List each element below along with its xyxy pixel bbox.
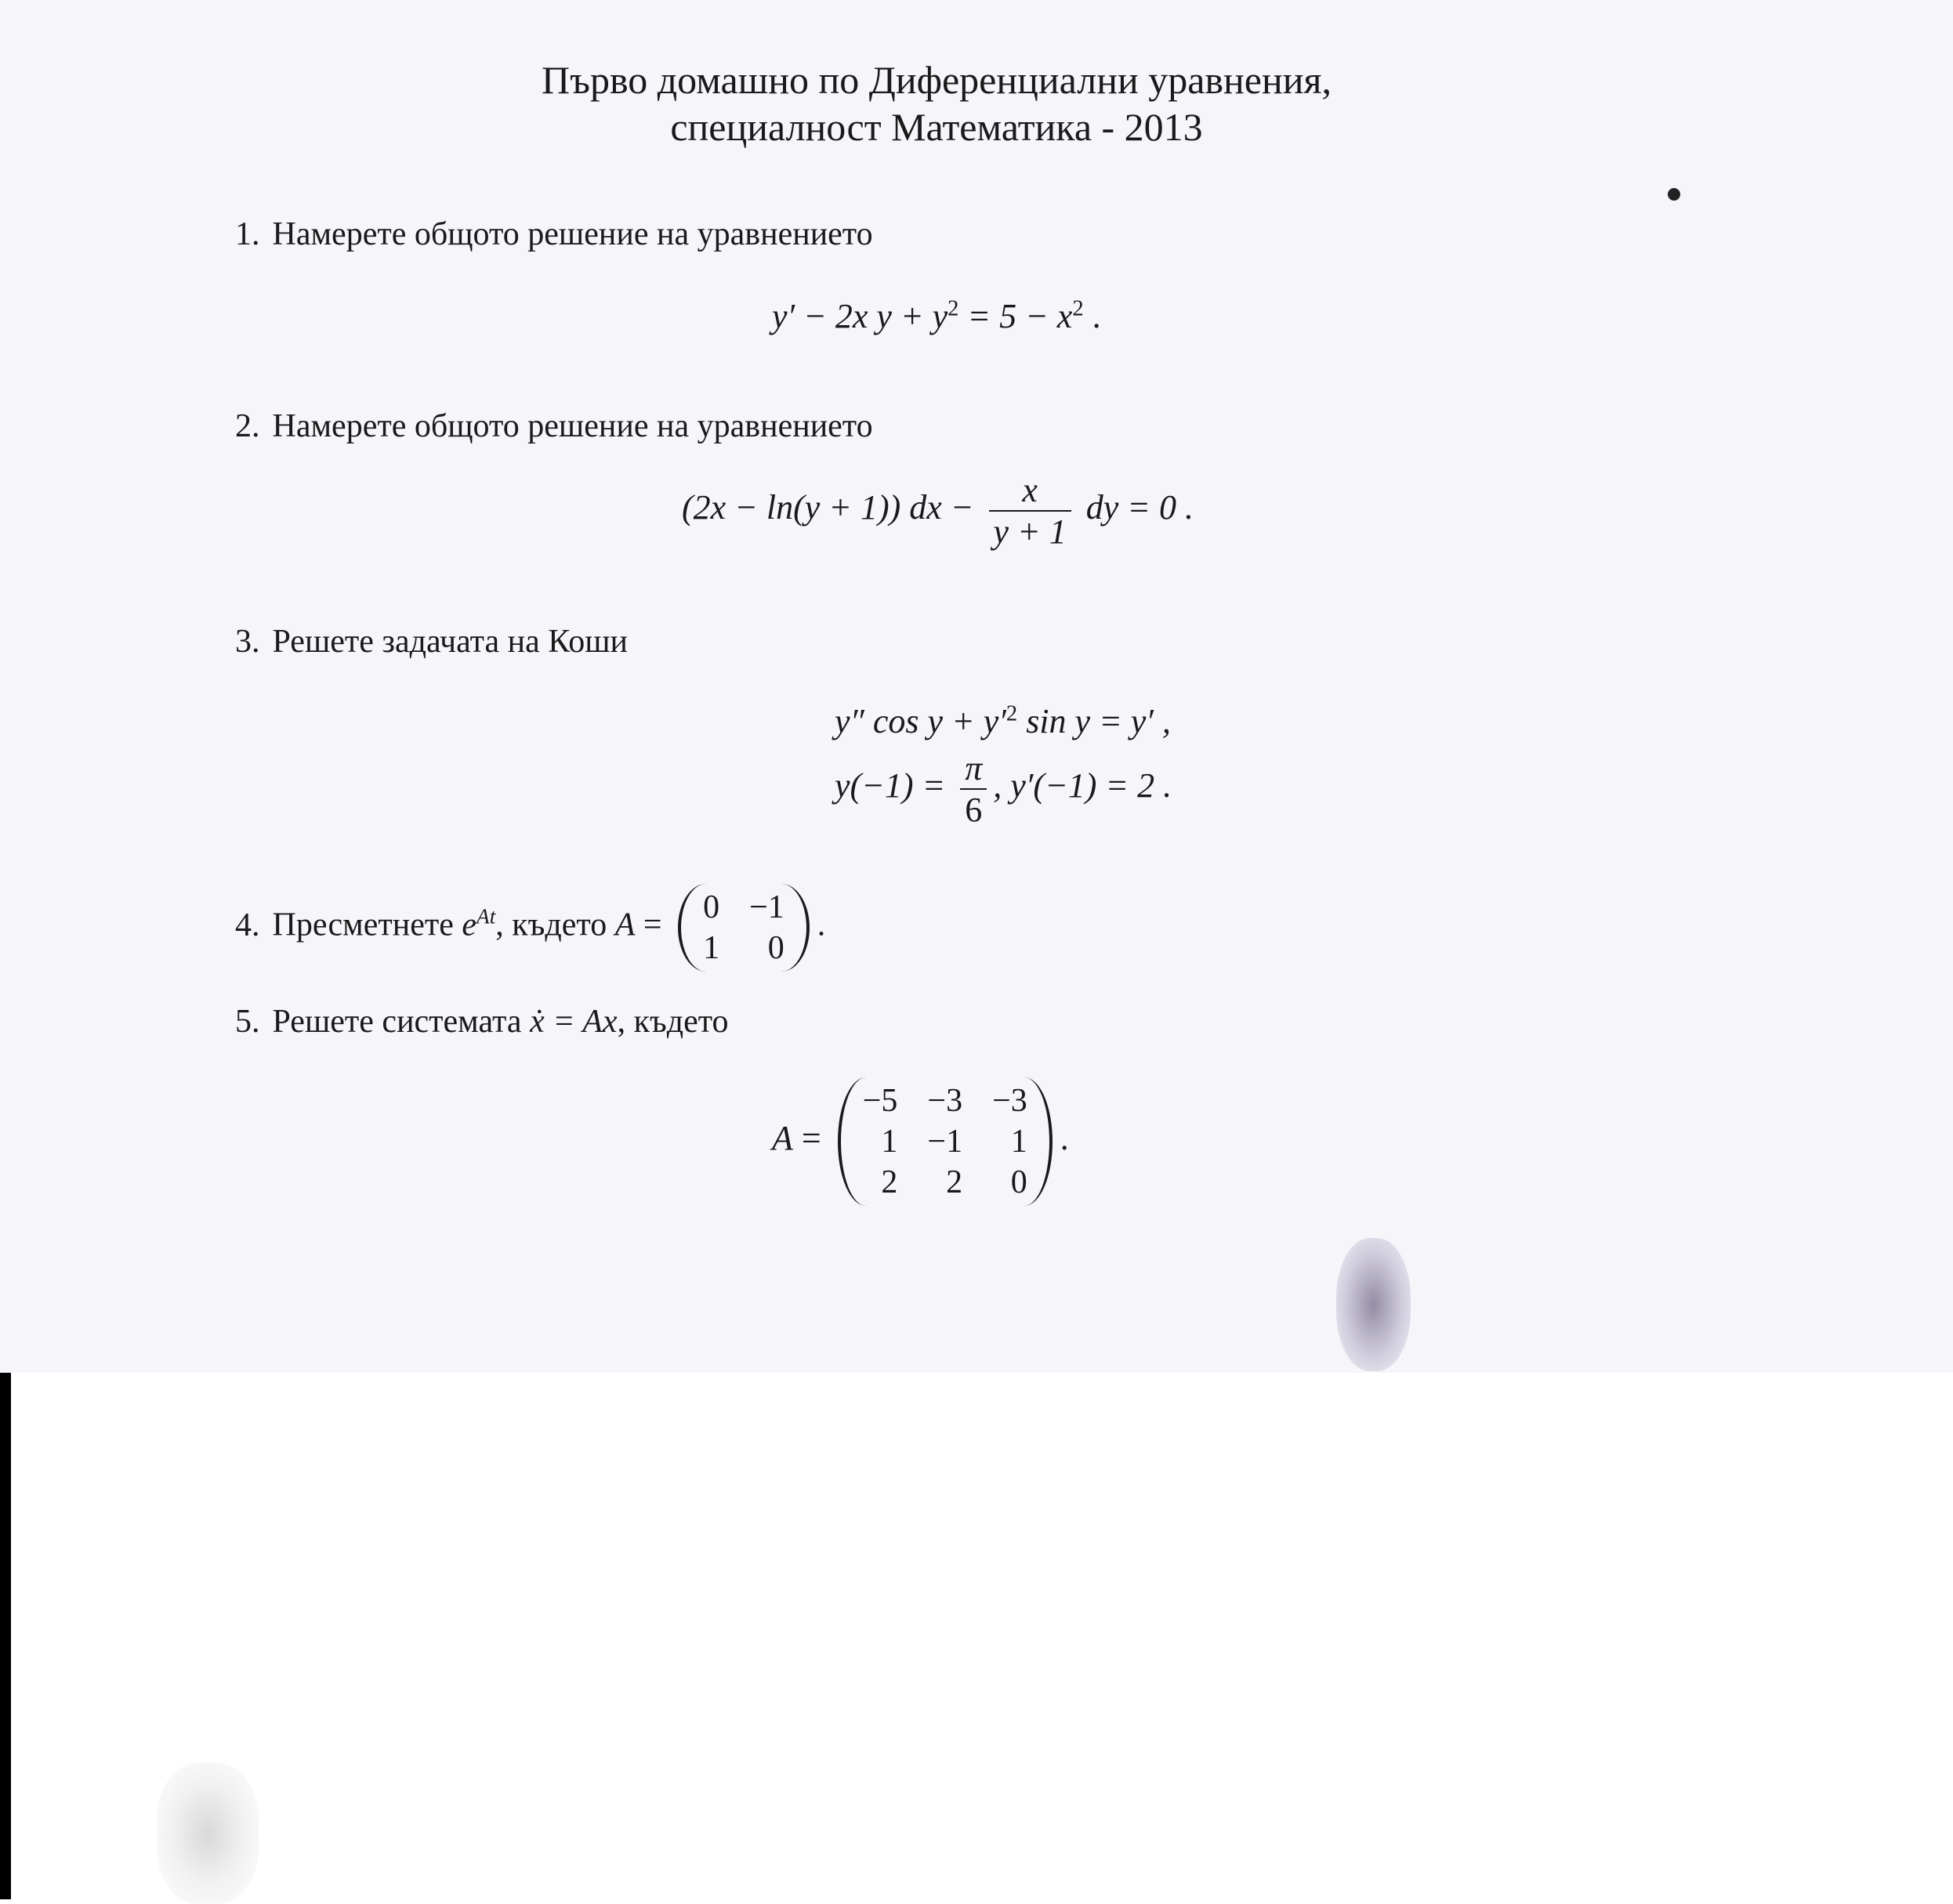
denominator-text: y + 1 [993,512,1067,551]
equals-sign: = [643,907,662,943]
matrix-cell: 1 [703,930,720,966]
matrix-cell: −1 [749,889,784,925]
matrix-cell: 2 [881,1164,898,1200]
numerator-text: π [965,749,983,787]
matrix-cell: 0 [703,889,720,925]
ink-dot [1668,188,1680,201]
matrix-2x2 [678,884,810,972]
formula-exponent: 2 [1072,296,1084,321]
task-3 [235,623,628,661]
title-line-2: специалност Математика - 2013 [670,105,1203,149]
task-number: 3. [235,624,260,660]
matrix-variable: A [614,907,636,943]
document-title [408,56,1466,150]
numerator-text: x [1022,471,1038,509]
task-text: Намерете общото решение на уравнението [272,408,873,444]
formula-part-2: dy = 0 . [1085,488,1194,527]
ink-smudge [1336,1238,1411,1371]
condition-part-2: , y′(−1) = 2 . [993,766,1172,805]
formula-exponent: 2 [948,296,959,321]
task-text: Решете задачата на Коши [272,624,629,660]
task-2-formula [682,470,1194,552]
matrix-cell: −1 [927,1124,963,1160]
matrix-cell: −5 [862,1083,898,1119]
matrix-cell: 1 [1010,1124,1027,1160]
matrix-cell: 1 [881,1124,898,1160]
task-2 [235,407,873,445]
formula-end: . [1083,297,1101,335]
exp-exponent: At [476,904,496,928]
fraction [989,470,1071,552]
equals-sign: = [801,1119,821,1158]
formula-rhs: = 5 − x [958,297,1073,335]
task-1-formula [772,296,1101,336]
fraction-denominator [960,788,987,830]
formula-end: . [1060,1119,1069,1158]
formula-part-1: (2x − ln(y + 1)) dx − [682,488,974,527]
matrix-cell: 0 [1010,1164,1027,1200]
task-5 [235,1003,729,1041]
formula-exponent: 2 [1005,701,1018,726]
fraction-denominator [989,510,1071,552]
task-number: 4. [235,907,260,943]
formula-lhs: y′ − 2x y + y [772,297,948,335]
task-text-cont: , където [617,1004,729,1040]
equation-part-1: y″ cos y + y′ [835,702,1006,740]
task-text-cont: , където [495,907,607,943]
title-line-1: Първо домашно по Диференциални уравнения, [541,58,1332,102]
exp-base: e [462,907,477,943]
task-number: 1. [235,216,260,252]
scan-border [0,1373,11,1899]
task-text: Пресметнете [272,907,454,943]
matrix-cell: 2 [946,1164,963,1200]
fraction-numerator [960,748,987,788]
fraction [960,748,987,830]
condition-part-1: y(−1) = [835,766,946,805]
fraction-numerator [989,470,1071,510]
equation-part-2: sin y = y′ , [1017,702,1171,740]
denominator-text: 6 [965,791,983,829]
system-equation: ẋ = Ax [530,1004,618,1040]
task-number: 5. [235,1004,260,1040]
matrix-cell: −3 [927,1083,963,1119]
task-number: 2. [235,408,260,444]
task-3-initial-conditions [835,748,1172,830]
matrix-3x3 [838,1077,1053,1206]
matrix-cell: 0 [767,930,784,966]
matrix-cell: −3 [992,1083,1027,1119]
task-text: Намерете общото решение на уравнението [272,216,873,252]
matrix-variable: A [772,1119,793,1158]
task-4 [235,884,825,972]
formula-end: . [817,907,826,943]
task-text: Решете системата [272,1004,522,1040]
task-3-equation [835,701,1171,741]
task-5-matrix-formula [772,1077,1069,1206]
task-1 [235,215,873,253]
stain-mark [157,1763,259,1904]
